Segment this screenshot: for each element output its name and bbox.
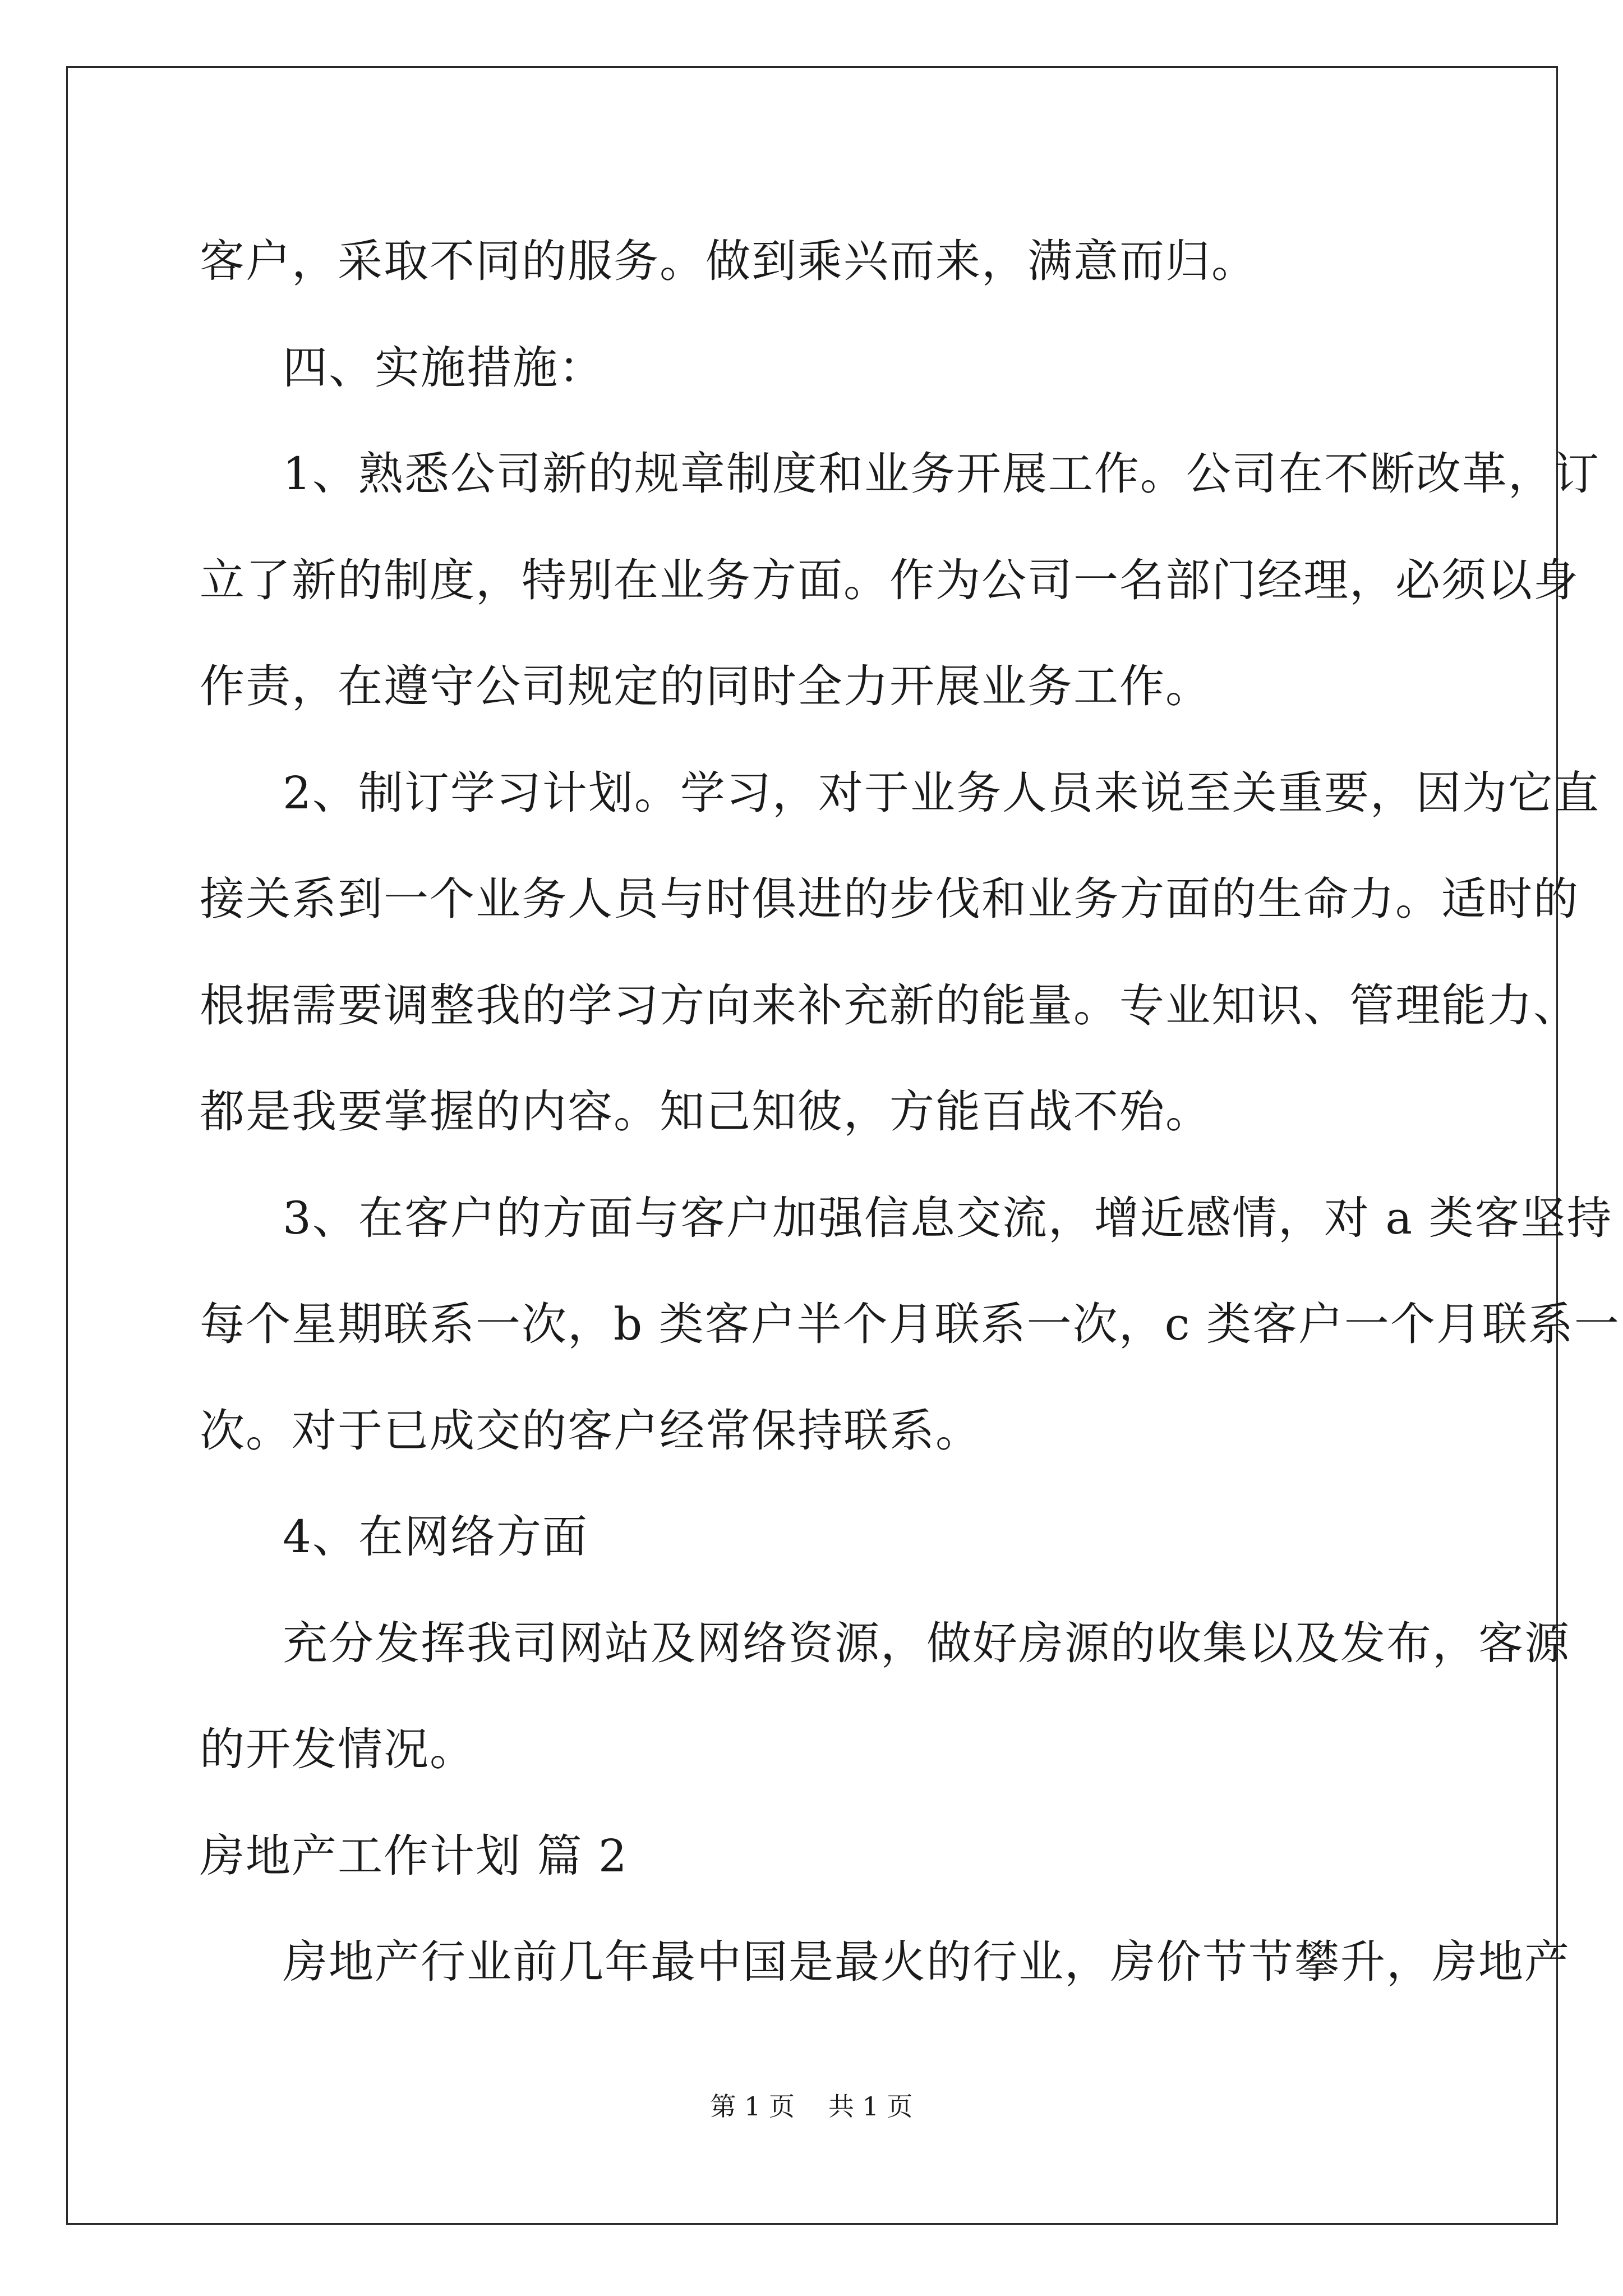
page-footer [0, 2091, 1623, 2122]
page-total: 共 1 页 [828, 2091, 913, 2122]
paragraph-1-line-3: 作责，在遵守公司规定的同时全力开展业务工作。 [200, 660, 1211, 712]
section-title-part-2: 房地产工作计划 篇 2 [200, 1830, 628, 1882]
paragraph-1-line-1: 1、熟悉公司新的规章制度和业务开展工作。公司在不断改革，订 [283, 448, 1600, 500]
paragraph-2-line-4: 都是我要掌握的内容。知己知彼，方能百战不殆。 [200, 1085, 1211, 1138]
paragraph-2-line-1: 2、制订学习计划。学习，对于业务人员来说至关重要，因为它直 [283, 767, 1600, 819]
section-heading-measures: 四、实施措施： [283, 342, 605, 394]
page-number: 第 1 页 [710, 2091, 795, 2122]
paragraph-5-line-1: 充分发挥我司网站及网络资源，做好房源的收集以及发布，客源 [283, 1617, 1570, 1669]
paragraph-2-line-2: 接关系到一个业务人员与时俱进的步伐和业务方面的生命力。适时的 [200, 873, 1579, 925]
paragraph-3-line-2: 每个星期联系一次，b 类客户半个月联系一次，c 类客户一个月联系一 [200, 1298, 1620, 1350]
paragraph-2-line-3: 根据需要调整我的学习方向来补充新的能量。专业知识、管理能力、 [200, 979, 1579, 1032]
body-line-1: 客户，采取不同的服务。做到乘兴而来，满意而归。 [200, 235, 1257, 287]
paragraph-3-line-1: 3、在客户的方面与客户加强信息交流，增近感情，对 a 类客坚持 [283, 1192, 1613, 1244]
paragraph-5-line-2: 的开发情况。 [200, 1723, 476, 1775]
paragraph-1-line-2: 立了新的制度，特别在业务方面。作为公司一名部门经理，必须以身 [200, 554, 1579, 606]
paragraph-4-heading: 4、在网络方面 [283, 1511, 588, 1563]
paragraph-3-line-3: 次。对于已成交的客户经常保持联系。 [200, 1405, 981, 1457]
paragraph-6-line-1: 房地产行业前几年最中国是最火的行业，房价节节攀升，房地产 [283, 1936, 1570, 1988]
